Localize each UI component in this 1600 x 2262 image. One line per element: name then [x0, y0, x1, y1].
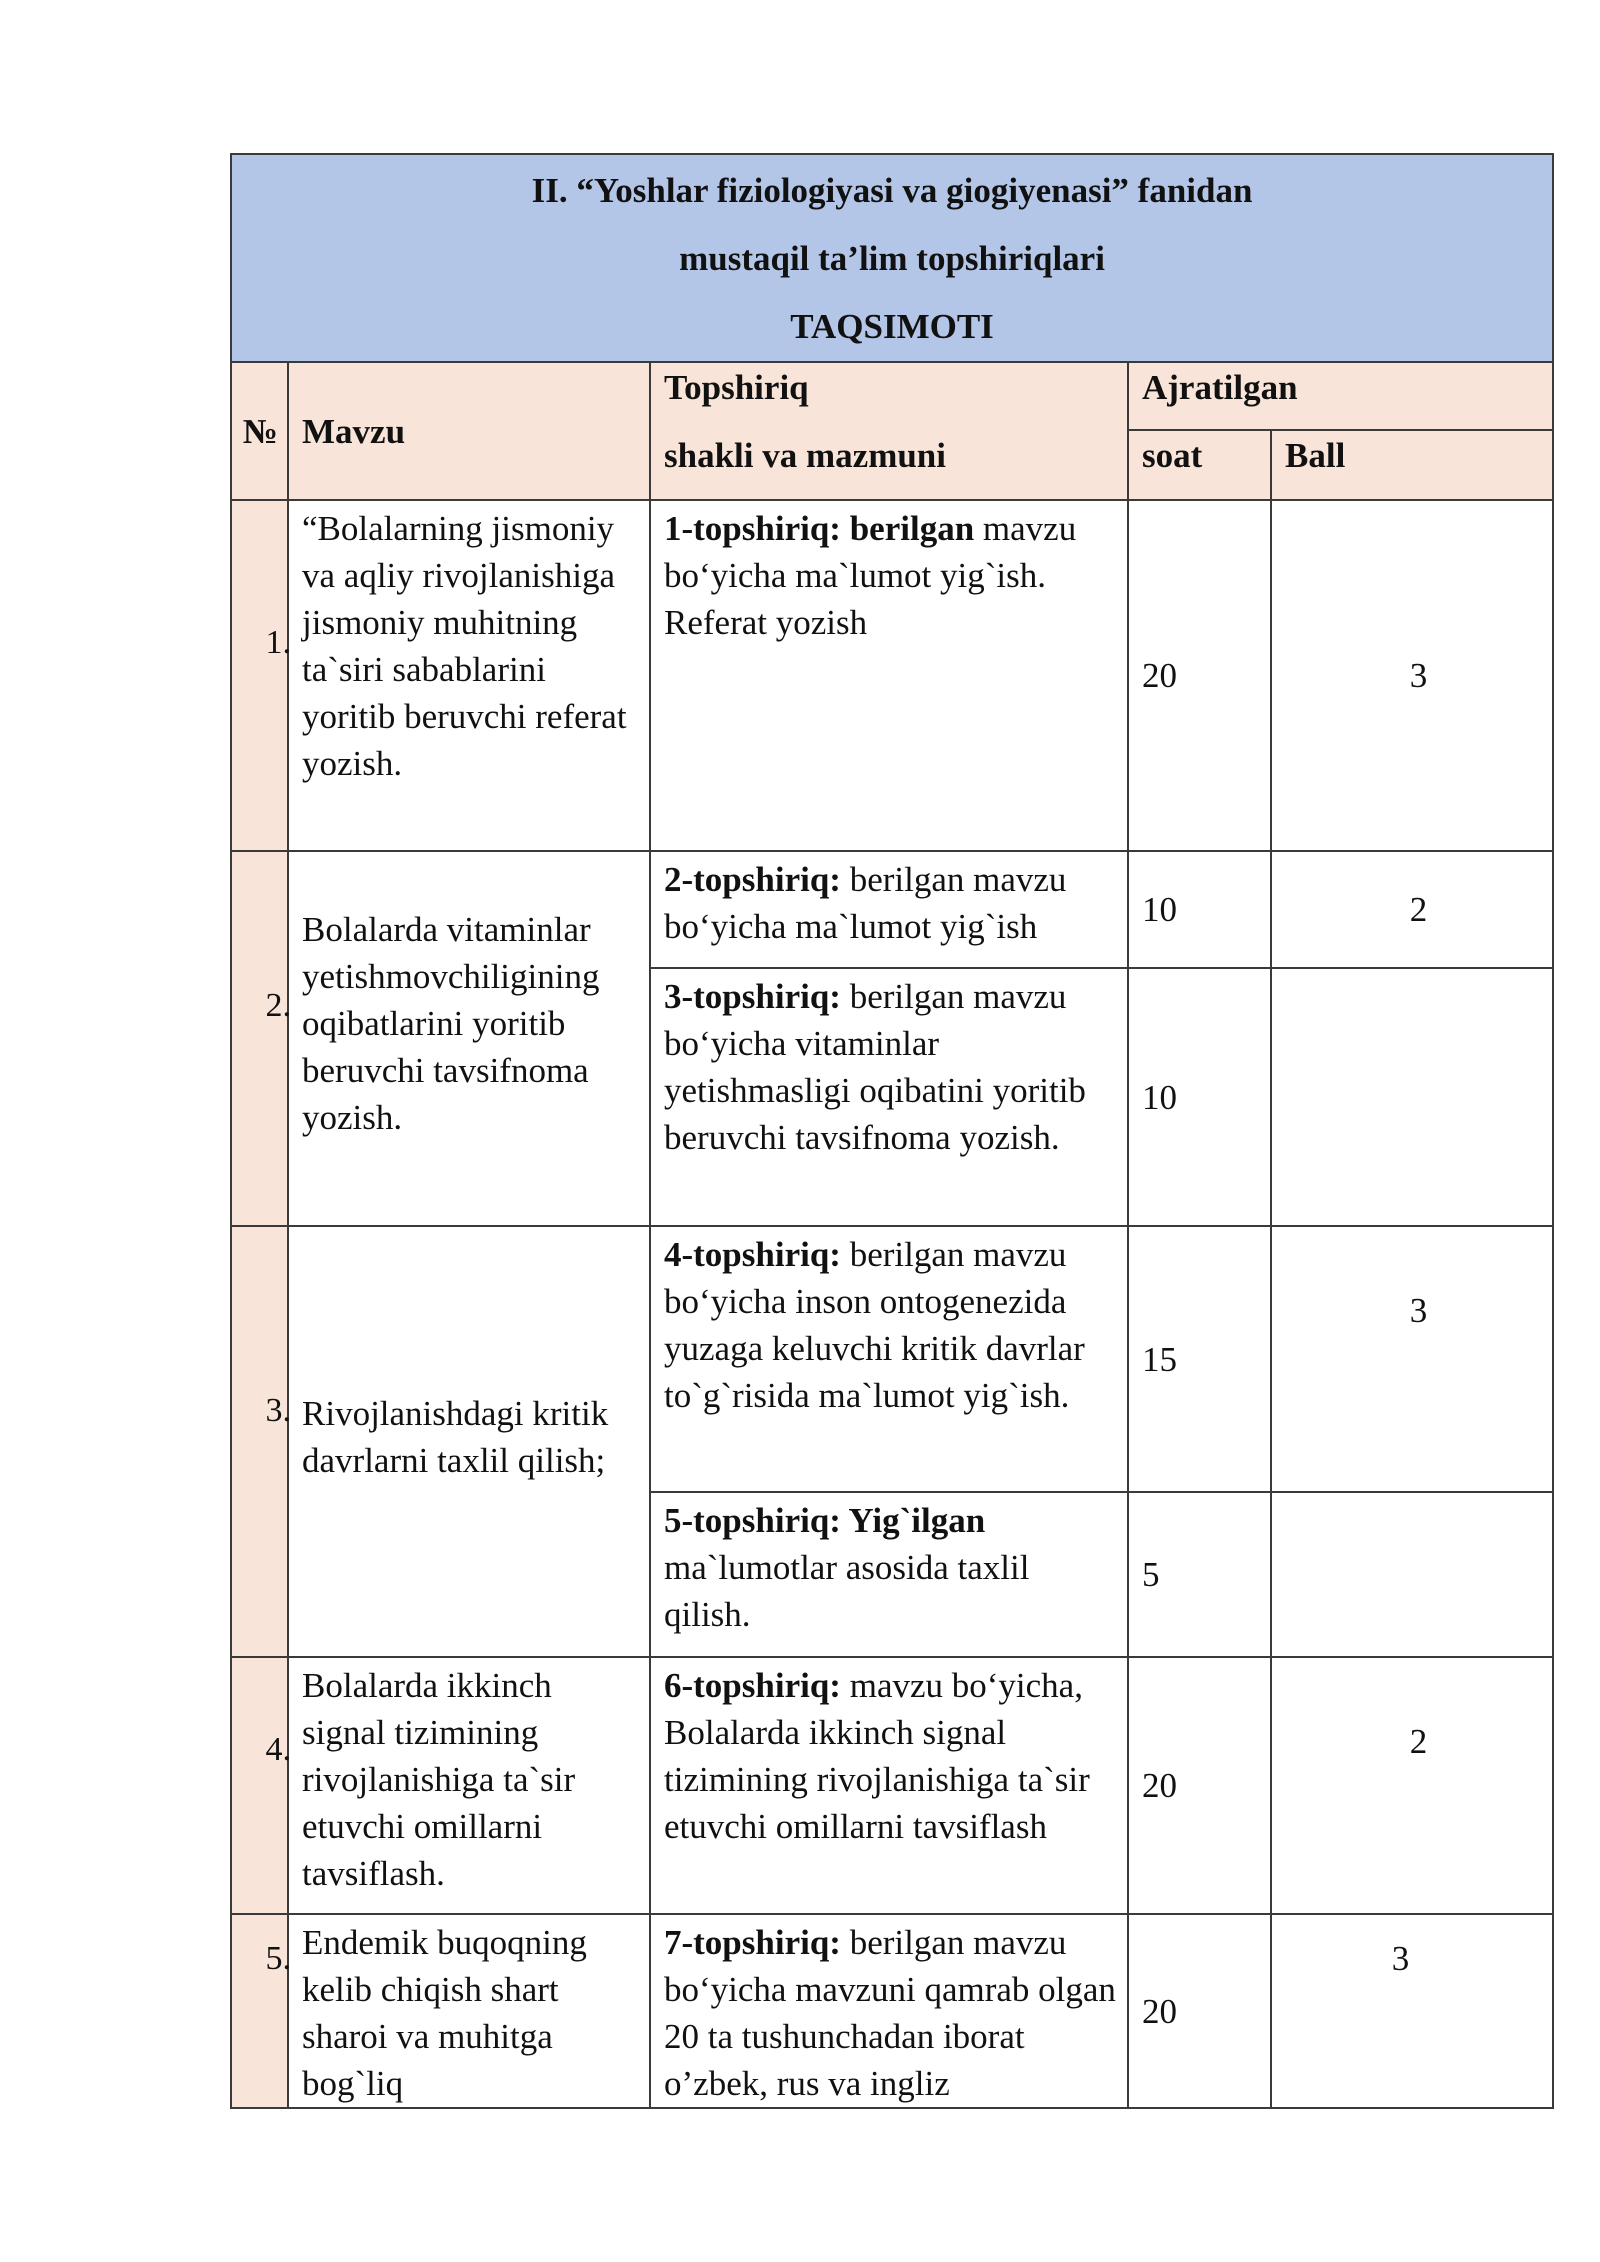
table-row — [231, 500, 1553, 851]
soat-cell: 20 — [1128, 1657, 1271, 1914]
task-cell — [650, 1914, 1128, 2108]
task-label: 6-topshiriq: — [664, 1666, 841, 1705]
mavzu-cell: Endemik buqoqning kelib chiqish shart sharoi va muhitga bog`liq — [288, 1914, 650, 2108]
ball-cell: 2 — [1271, 1657, 1553, 1914]
soat-cell: 5 — [1128, 1492, 1271, 1657]
table-row — [231, 1657, 1553, 1914]
task-label: 1-topshiriq: berilgan — [664, 509, 975, 548]
header-mavzu: Mavzu — [288, 362, 650, 500]
table-row — [231, 1226, 1553, 1492]
soat-cell: 10 — [1128, 968, 1271, 1226]
header-row-1 — [231, 362, 1553, 430]
header-topshiriq-line1: Topshiriq — [664, 368, 809, 407]
row-number: 4. — [265, 1731, 291, 1768]
title-line-1: II. “Yoshlar fiziologiyasi va giogiyenasi” fanidan — [531, 171, 1253, 210]
row-number-cell — [231, 1657, 291, 1914]
header-topshiriq-line2: shakli va mazmuni — [664, 436, 946, 475]
row-number-cell — [231, 1914, 291, 2108]
task-cell — [650, 500, 1128, 851]
mavzu-cell: Rivojlanishdagi kritik davrlarni taxlil qilish; — [288, 1226, 650, 1657]
header-soat: soat — [1128, 430, 1271, 500]
ball-cell: 3 — [1271, 500, 1553, 851]
row-number-cell — [231, 1226, 291, 1657]
ball-cell: 2 — [1271, 851, 1553, 968]
row-number: 1. — [265, 624, 291, 661]
task-text: berilgan mavzu bo‘yicha ma`lumot yig`ish — [664, 860, 1067, 946]
row-number: 3. — [265, 1392, 291, 1429]
header-ball: Ball — [1271, 430, 1553, 500]
ball-cell: 3 — [1271, 1914, 1553, 2108]
table-row — [231, 1914, 1553, 2108]
task-label: 5-topshiriq: Yig`ilgan — [664, 1501, 986, 1540]
header-ajratilgan: Ajratilgan — [1128, 362, 1553, 430]
task-cell — [650, 1226, 1128, 1492]
table-title — [231, 154, 1553, 362]
task-text: berilgan mavzu bo‘yicha mavzuni qamrab olgan 20 ta tushunchadan iborat o’zbek, rus va ingliz — [664, 1923, 1116, 2103]
soat-cell: 15 — [1128, 1226, 1271, 1492]
mavzu-cell: Bolalarda ikkinch signal tizimining rivojlanishiga ta`sir etuvchi omillarni tavsiflash. — [288, 1657, 650, 1914]
soat-cell: 10 — [1128, 851, 1271, 968]
task-label: 4-topshiriq: — [664, 1235, 841, 1274]
task-cell — [650, 851, 1128, 968]
task-text: berilgan mavzu bo‘yicha vitaminlar yetishmasligi oqibatini yoritib beruvchi tavsifnoma yozish. — [664, 977, 1086, 1157]
title-row — [231, 154, 1553, 362]
task-text: ma`lumotlar asosida taxlil qilish. — [664, 1548, 1030, 1634]
task-cell — [650, 968, 1128, 1226]
task-label: 2-topshiriq: — [664, 860, 841, 899]
mavzu-cell: Bolalarda vitaminlar yetishmovchiligining oqibatlarini yoritib beruvchi tavsifnoma yozish. — [288, 851, 650, 1226]
assignments-table — [230, 153, 1554, 2109]
ball-cell — [1271, 1492, 1553, 1657]
task-label: 3-topshiriq: — [664, 977, 841, 1016]
ball-cell: 3 — [1271, 1226, 1553, 1492]
table-row — [231, 851, 1553, 968]
task-label: 7-topshiriq: — [664, 1923, 841, 1962]
soat-cell: 20 — [1128, 500, 1271, 851]
ball-cell — [1271, 968, 1553, 1226]
row-number: 2. — [265, 987, 291, 1024]
title-line-3: TAQSIMOTI — [790, 307, 994, 346]
soat-cell: 20 — [1128, 1914, 1271, 2108]
mavzu-cell: “Bolalarning jismoniy va aqliy rivojlanishiga jismoniy muhitning ta`siri sabablarini yoritib beruvchi referat yozish. — [288, 500, 650, 851]
row-number-cell — [231, 851, 291, 1226]
task-cell — [650, 1492, 1128, 1657]
task-text: berilgan mavzu bo‘yicha inson ontogenezida yuzaga keluvchi kritik davrlar to`g`risida ma`lumot yig`ish. — [664, 1235, 1085, 1415]
row-number: 5. — [265, 1940, 291, 1977]
task-text: mavzu bo‘yicha ma`lumot yig`ish. Referat yozish — [664, 509, 1077, 642]
header-topshiriq — [650, 362, 1128, 500]
task-cell — [650, 1657, 1128, 1914]
row-number-cell — [231, 500, 291, 851]
title-line-2: mustaqil ta’lim topshiriqlari — [679, 239, 1105, 278]
header-no: № — [231, 362, 288, 500]
task-text: mavzu bo‘yicha, Bolalarda ikkinch signal tizimining rivojlanishiga ta`sir etuvchi omillarni tavsiflash — [664, 1666, 1090, 1846]
